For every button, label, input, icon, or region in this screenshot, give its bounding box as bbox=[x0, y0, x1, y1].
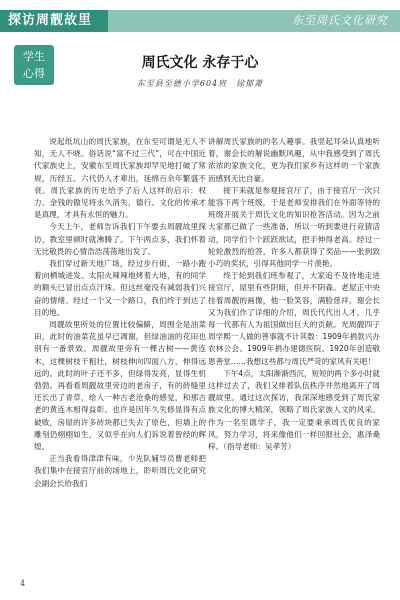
article-title: 周氏文化 永存于心 bbox=[141, 55, 259, 71]
paragraph-continued: 讲解周氏家族的的名人趣事。我竖起耳朵认真地听着，谢会长的解说幽默风趣，从中我感受到了周氏浓浓的家族文化，更为我们家乡有这样的一个家族而感到无比自豪。 bbox=[208, 137, 380, 183]
paragraph: 说起纸坑山的周氏家族，在东至可谓是无人不知，无人不晓。俗话说“富不过三代”，可在中国近代家族史上，安徽东至周氏家族却罕见地打破了常规，历经五、六代仍人才辈出，延绵百余年繁盛不衰。周氏家族的历史给予了后人这样的启示：权力、金钱的傲见将永久消失，德行、文化的传承才是真理，才具有永恒的魅力。 bbox=[34, 137, 206, 220]
badge-line-1: 学生 bbox=[23, 50, 45, 63]
paragraph: 周靓故里所处的位置比较偏僻，周围全是油菜田，此时的油菜花虽早已凋谢，但绿油油的花田也别有一番景致。周靓故里旁有一棵古树——黄连木，这棵树枝干粗壮，树枝伸向四面八方，伸得远远的。此时的叶子还不多，但绿得发亮，显得生机勃勃。再看看周靓故里旁边的老房子，有的砖缝里还长出了青草，给人一种古老沧桑的感觉，和那古老的黄连木相得益彰。也许是因年久失修显得有点破败，房屋的许多砖块都已失去了原色，但墙上的雕刻仍栩栩如生，又似乎在向人们诉说着曾经的辉煌。 bbox=[34, 320, 206, 452]
paragraph: 正当我看得津津有味，少先队辅导员曹老师把我们集中在接官厅前的场地上，聆听周氏文化研究会副会长给我们 bbox=[34, 454, 206, 488]
left-column bbox=[34, 136, 206, 490]
paragraph: 今天上午，老师告诉我们下午要去周靓故里探访，教室里顿时就沸腾了。下午两点多，我们怀着无比敬畏的心情浩浩荡荡地出发了。 bbox=[34, 222, 206, 256]
paragraph: 下午4点，太阳渐渐西沉，短短的两个多小时就这样过去了，我们又排着队伍秩序井然地离开了周靓故里。通过这次探访，我深深地感受到了周氏家族文化的博大精深，领略了周氏家族人文的风采。作为一名至德学子，我一定要秉承周氏优良的家风，努力学习，将来像他们一样回报社会、惠泽桑梓。（指导老师：吴孝芳） bbox=[208, 368, 380, 452]
paragraph: 终于轮到我们班参观了，大家追不及待地走进接官厅，屋里有些阴暗，但并不阴森。老屋正中央挂着周靓的画像，他一脸笑容，满脸慈祥。谢会长又为我们作了详细的介绍，周氏代代出人才，几乎每一代都有人为祖国做出巨大的贡献。光周靓四子周学熙一人做的善事就不计其数：1909年捐款兴办农林公会、1909年捐办建德医院、1920年创造敬恩善堂……我想这些都与周氏严苛的家风有关吧！ bbox=[208, 271, 380, 366]
page-number: 4 bbox=[20, 579, 26, 588]
paragraph: 接下来就是参观接官厅了，由于接官厅一次只能容下两个班级，于是老师安排我们在外面等待的班级开展关于周氏文化的知识抢答活动。因为之前大家都已做了一些准备，所以一听到要进行竞猜活动，同学们个个跃跃欲试，把手伸得老高。经过一轮轮激烈的抢答，许多人都获得了奖品——张到致小巧的奖状，引得其他同学一片羡艳。 bbox=[208, 185, 380, 269]
paragraph: 我们穿过新天地广场，经过步行街，一路小跑着向栖城进发。太阳火辣辣地烤着大地，有的同学的额头已冒出点点汗珠。但这丝毫没有减弱我们兴奋的情绪。经过一个又一个路口，我们终于到达了目的地。 bbox=[34, 259, 206, 317]
article-byline: 东至县至德小学604班 徐郁萧 bbox=[136, 79, 264, 88]
right-column bbox=[208, 136, 380, 453]
section-label: 探访周靓故里 bbox=[0, 10, 108, 32]
badge-line-2: 心得 bbox=[23, 67, 45, 80]
brand-title: 东至周氏文化研究 bbox=[292, 14, 388, 27]
